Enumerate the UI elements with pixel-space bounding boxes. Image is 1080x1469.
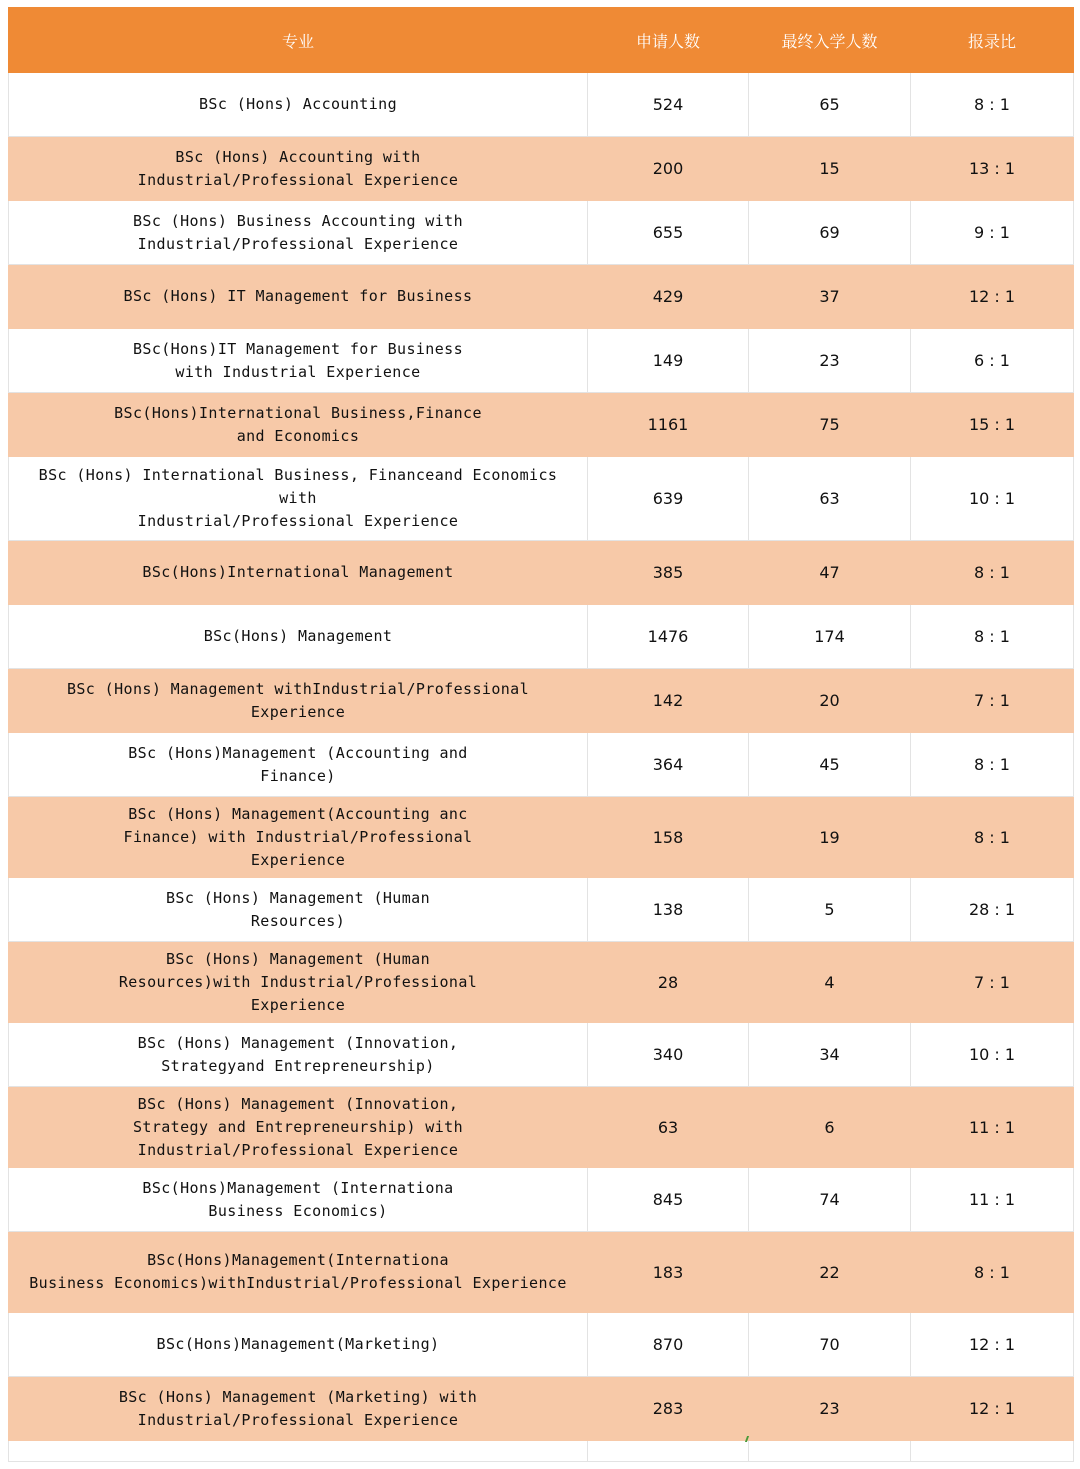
applicants-cell: 149 <box>588 329 749 393</box>
applicants-cell: 142 <box>588 669 749 733</box>
table-row <box>9 393 1074 457</box>
applicants-cell: 138 <box>588 878 749 942</box>
empty-cell <box>9 1441 588 1462</box>
applicants-cell: 385 <box>588 541 749 605</box>
header-applicants: 申请人数 <box>588 8 749 73</box>
ratio-cell: 8 : 1 <box>911 73 1074 137</box>
admissions-table <box>8 7 1074 1462</box>
table-row <box>9 73 1074 137</box>
applicants-cell: 1476 <box>588 605 749 669</box>
enrolled-cell: 75 <box>749 393 911 457</box>
enrolled-cell: 63 <box>749 457 911 541</box>
applicants-cell: 524 <box>588 73 749 137</box>
enrolled-cell: 15 <box>749 137 911 201</box>
applicants-cell: 28 <box>588 942 749 1023</box>
ratio-cell: 7 : 1 <box>911 669 1074 733</box>
ratio-cell: 10 : 1 <box>911 457 1074 541</box>
applicants-cell: 183 <box>588 1232 749 1313</box>
table-row <box>9 329 1074 393</box>
enrolled-cell: 5 <box>749 878 911 942</box>
enrolled-cell: 22 <box>749 1232 911 1313</box>
major-cell: BSc (Hons) Management(Accounting anc Finance) with Industrial/Professional Experience <box>9 797 588 878</box>
table-row <box>9 1313 1074 1377</box>
enrolled-cell: 34 <box>749 1023 911 1087</box>
table-row <box>9 1087 1074 1168</box>
table-row <box>9 1232 1074 1313</box>
applicants-cell: 63 <box>588 1087 749 1168</box>
major-cell: BSc (Hons) Business Accounting with Industrial/Professional Experience <box>9 201 588 265</box>
major-cell: BSc (Hons) Management (Innovation, Strategy and Entrepreneurship) with Industrial/Professional Experience <box>9 1087 588 1168</box>
ratio-cell: 12 : 1 <box>911 265 1074 329</box>
applicants-cell: 340 <box>588 1023 749 1087</box>
table-row <box>9 942 1074 1023</box>
header-row <box>9 8 1074 73</box>
empty-cell <box>588 1441 749 1462</box>
major-cell: BSc (Hons)Management (Accounting and Finance) <box>9 733 588 797</box>
major-cell: BSc(Hons)IT Management for Business with Industrial Experience <box>9 329 588 393</box>
enrolled-cell: 19 <box>749 797 911 878</box>
applicants-cell: 845 <box>588 1168 749 1232</box>
applicants-cell: 429 <box>588 265 749 329</box>
ratio-cell: 6 : 1 <box>911 329 1074 393</box>
ratio-cell: 7 : 1 <box>911 942 1074 1023</box>
major-cell: BSc (Hons) IT Management for Business <box>9 265 588 329</box>
ratio-cell: 8 : 1 <box>911 1232 1074 1313</box>
ratio-cell: 8 : 1 <box>911 541 1074 605</box>
enrolled-cell: 69 <box>749 201 911 265</box>
ratio-cell: 11 : 1 <box>911 1087 1074 1168</box>
ratio-cell: 8 : 1 <box>911 797 1074 878</box>
table-row <box>9 137 1074 201</box>
table-row <box>9 878 1074 942</box>
major-cell: BSc(Hons) Management <box>9 605 588 669</box>
header-enrolled: 最终入学人数 <box>749 8 911 73</box>
ratio-cell: 9 : 1 <box>911 201 1074 265</box>
ratio-cell: 8 : 1 <box>911 733 1074 797</box>
enrolled-cell: 6 <box>749 1087 911 1168</box>
empty-cell <box>911 1441 1074 1462</box>
header-ratio: 报录比 <box>911 8 1074 73</box>
enrolled-cell: 65 <box>749 73 911 137</box>
enrolled-cell: 47 <box>749 541 911 605</box>
major-cell: BSc(Hons)International Business,Finance and Economics <box>9 393 588 457</box>
major-cell: BSc (Hons) Management (Human Resources) <box>9 878 588 942</box>
ratio-cell: 8 : 1 <box>911 605 1074 669</box>
applicants-cell: 158 <box>588 797 749 878</box>
enrolled-cell: 45 <box>749 733 911 797</box>
ratio-cell: 11 : 1 <box>911 1168 1074 1232</box>
major-cell: BSc(Hons)Management(Marketing) <box>9 1313 588 1377</box>
applicants-cell: 1161 <box>588 393 749 457</box>
empty-cell <box>749 1441 911 1462</box>
table-row <box>9 265 1074 329</box>
enrolled-cell: 70 <box>749 1313 911 1377</box>
table-row <box>9 733 1074 797</box>
enrolled-cell: 74 <box>749 1168 911 1232</box>
ratio-cell: 12 : 1 <box>911 1313 1074 1377</box>
table-row <box>9 1023 1074 1087</box>
table-body <box>9 73 1074 1462</box>
ratio-cell: 28 : 1 <box>911 878 1074 942</box>
table-row <box>9 457 1074 541</box>
major-cell: BSc (Hons) Accounting <box>9 73 588 137</box>
applicants-cell: 655 <box>588 201 749 265</box>
table-row <box>9 201 1074 265</box>
applicants-cell: 639 <box>588 457 749 541</box>
enrolled-cell: 174 <box>749 605 911 669</box>
ratio-cell: 12 : 1 <box>911 1377 1074 1441</box>
table-row <box>9 605 1074 669</box>
ratio-cell: 10 : 1 <box>911 1023 1074 1087</box>
major-cell: BSc (Hons) Management (Innovation, Strategyand Entrepreneurship) <box>9 1023 588 1087</box>
enrolled-cell: 37 <box>749 265 911 329</box>
table-row <box>9 1168 1074 1232</box>
major-cell: BSc(Hons)International Management <box>9 541 588 605</box>
enrolled-cell: 20 <box>749 669 911 733</box>
applicants-cell: 364 <box>588 733 749 797</box>
table-row-empty <box>9 1441 1074 1462</box>
ratio-cell: 15 : 1 <box>911 393 1074 457</box>
major-cell: BSc (Hons) Management (Human Resources)with Industrial/Professional Experience <box>9 942 588 1023</box>
table-row <box>9 669 1074 733</box>
major-cell: BSc (Hons) Accounting with Industrial/Professional Experience <box>9 137 588 201</box>
major-cell: BSc (Hons) Management withIndustrial/Professional Experience <box>9 669 588 733</box>
ratio-cell: 13 : 1 <box>911 137 1074 201</box>
major-cell: BSc(Hons)Management(Internationa Business Economics)withIndustrial/Professional Experience <box>9 1232 588 1313</box>
table-row <box>9 797 1074 878</box>
enrolled-cell: 4 <box>749 942 911 1023</box>
major-cell: BSc (Hons) Management (Marketing) with Industrial/Professional Experience <box>9 1377 588 1441</box>
major-cell: BSc(Hons)Management (Internationa Business Economics) <box>9 1168 588 1232</box>
table-row <box>9 1377 1074 1441</box>
applicants-cell: 200 <box>588 137 749 201</box>
applicants-cell: 870 <box>588 1313 749 1377</box>
table-row <box>9 541 1074 605</box>
major-cell: BSc (Hons) International Business, Financeand Economics with Industrial/Professional Experience <box>9 457 588 541</box>
enrolled-cell: 23 <box>749 1377 911 1441</box>
applicants-cell: 283 <box>588 1377 749 1441</box>
enrolled-cell: 23 <box>749 329 911 393</box>
header-major: 专业 <box>9 8 588 73</box>
